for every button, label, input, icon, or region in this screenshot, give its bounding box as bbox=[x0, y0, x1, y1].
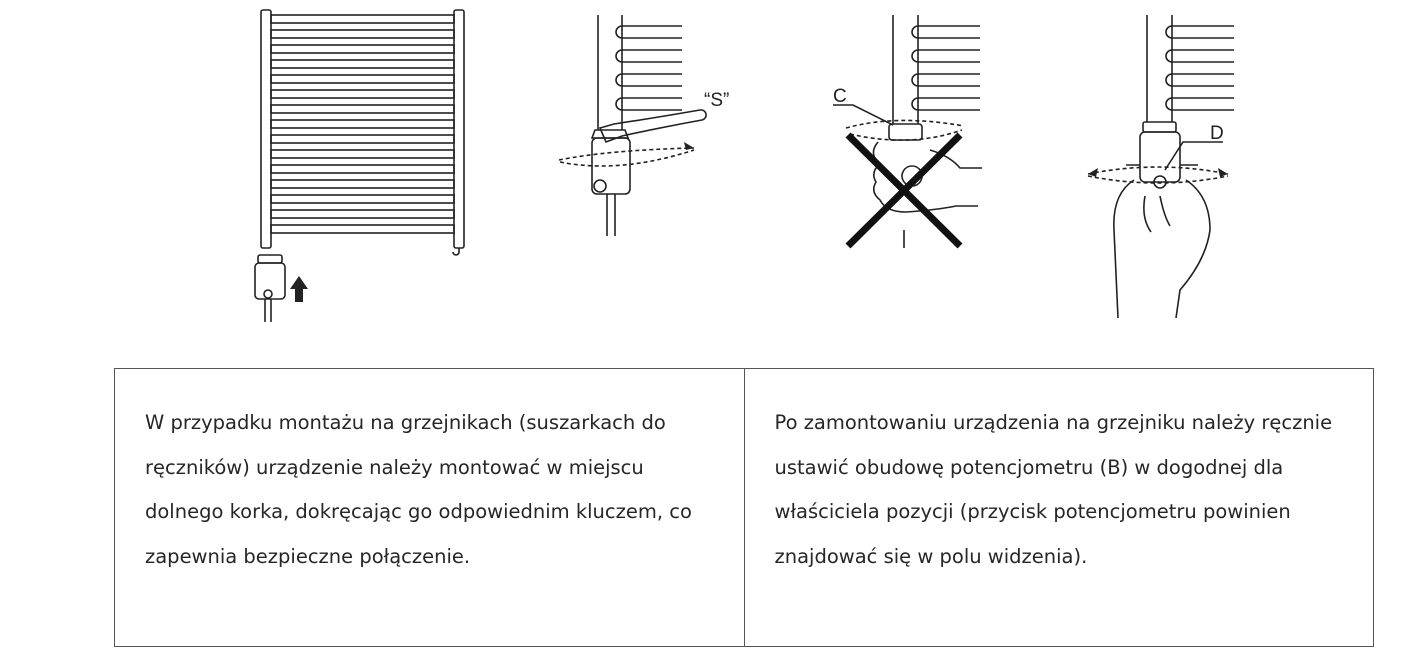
label-d: D bbox=[1210, 123, 1224, 144]
wrench-icon bbox=[600, 110, 706, 142]
label-c: C bbox=[833, 86, 847, 107]
cross-icon bbox=[848, 135, 960, 246]
instruction-cell-left: W przypadku montażu na grzejnikach (suszarkach do ręczników) urządzenie należy montować w miejscu dolnego korka, dokręcając go odpowiednim kluczem, co zapewnia bezpieczne połączenie. bbox=[145, 411, 692, 568]
wrong-method-panel bbox=[833, 15, 982, 248]
radiator-panel bbox=[261, 10, 464, 255]
correct-method-panel bbox=[1088, 15, 1234, 318]
label-s: “S” bbox=[704, 90, 730, 111]
wrench-panel bbox=[559, 15, 706, 236]
arrow-up-icon bbox=[290, 276, 308, 302]
instruction-table bbox=[114, 368, 1374, 647]
instruction-cell-right: Po zamontowaniu urządzenia na grzejniku należy ręcznie ustawić obudowę potencjometru (B) w dogodnej dla właściciela pozycji (przycisk potencjometru powinien znajdować się w polu widzenia). bbox=[744, 369, 1374, 646]
heater-element bbox=[255, 255, 285, 322]
